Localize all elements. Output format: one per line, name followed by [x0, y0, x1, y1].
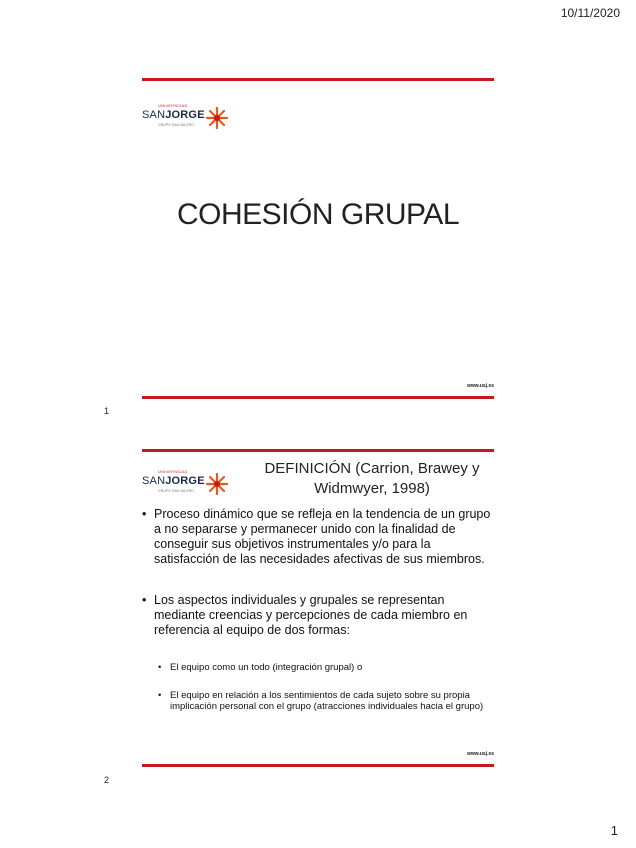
slide-bottom-rule [142, 764, 494, 767]
logo-wordmark: SANJORGE [142, 109, 205, 121]
slide-title: COHESIÓN GRUPAL [177, 198, 459, 231]
bullet-item: • Proceso dinámico que se refleja en la tendencia de un grupo a no separarse y permanecer unido con la finalidad de conseguir sus objetivos instrumentales y/o para la satisfacción de las necesidades afectivas de sus miembros. [142, 507, 494, 567]
slide-top-rule [142, 78, 494, 81]
page-number: 1 [610, 823, 618, 838]
bullet-item: • Los aspectos individuales y grupales se representan mediante creencias y percepciones de cada miembro en referencia al equipo de dos formas: [142, 593, 494, 638]
logo-subtitle: GRUPO SAN VALERO [158, 489, 194, 493]
logo-tagline: UNIVERSIDAD [158, 469, 188, 474]
slide-number: 2 [104, 775, 110, 785]
slide-top-rule [142, 449, 494, 452]
university-logo [142, 103, 234, 131]
star-burst-icon [205, 106, 229, 130]
bullet-list [142, 507, 494, 713]
slide-number: 1 [104, 406, 110, 416]
slide-title: DEFINICIÓN (Carrion, Brawey y Widmwyer, 1998) [264, 460, 480, 497]
university-logo [142, 469, 234, 497]
website-url: www.usj.es [466, 751, 494, 757]
website-url: www.usj.es [466, 383, 494, 389]
sub-bullet-item: • El equipo como un todo (integración grupal) o [158, 662, 494, 674]
slide-1 [142, 78, 494, 402]
logo-wordmark: SANJORGE [142, 475, 205, 487]
slide-2 [142, 449, 494, 771]
logo-tagline: UNIVERSIDAD [158, 103, 188, 108]
print-date: 10/11/2020 [560, 6, 620, 20]
logo-subtitle: GRUPO SAN VALERO [158, 123, 194, 127]
slide-bottom-rule [142, 396, 494, 399]
sub-bullet-item: • El equipo en relación a los sentimientos de cada sujeto sobre su propia implicación personal con el grupo (atracciones individuales hacia el grupo) [158, 690, 494, 713]
star-burst-icon [205, 472, 229, 496]
